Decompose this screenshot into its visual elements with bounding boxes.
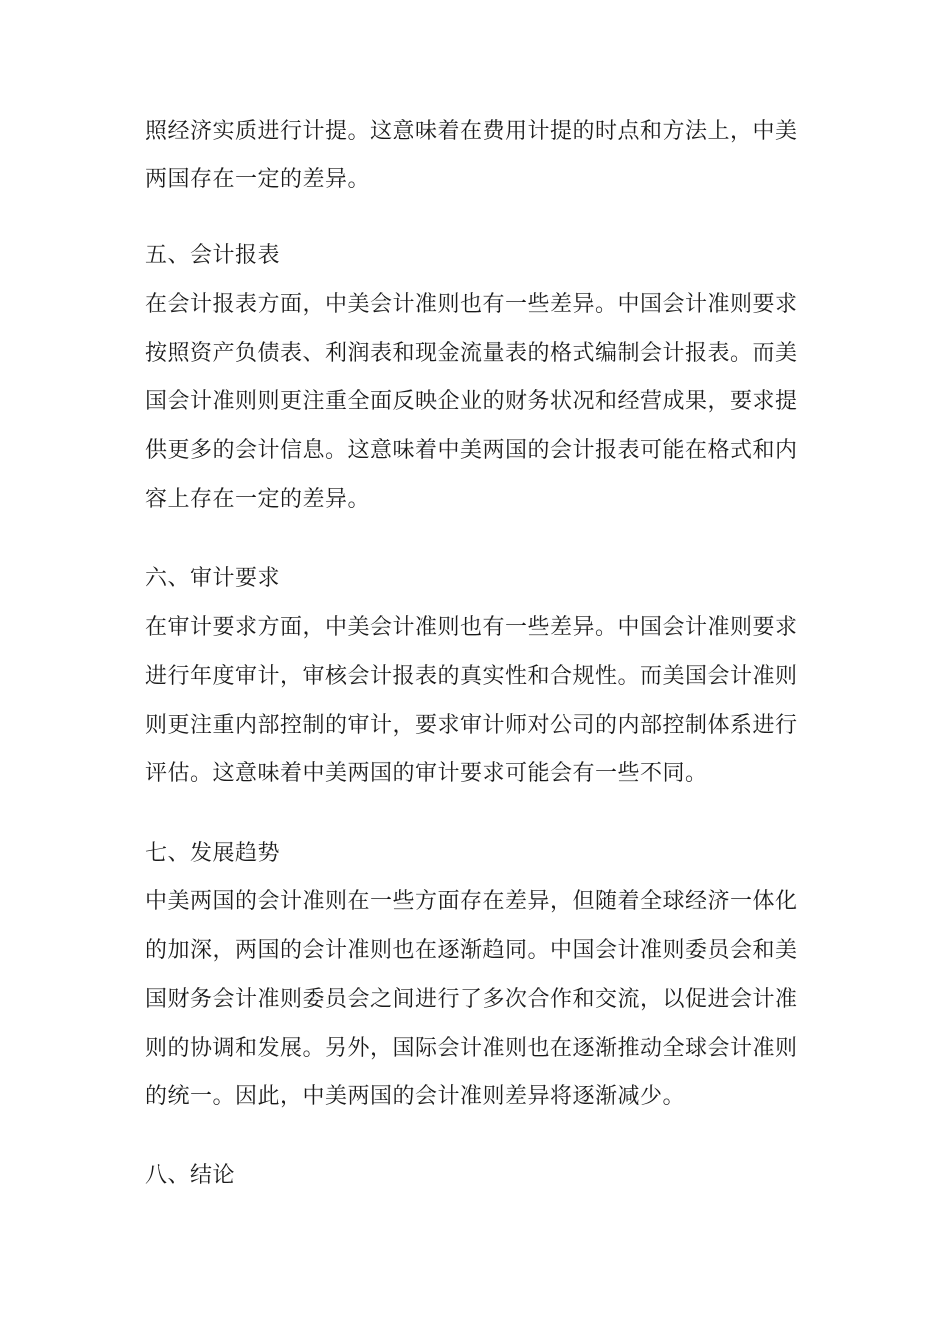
section-6-line-2: 进行年度审计，审核会计报表的真实性和合规性。而美国会计准则 — [145, 664, 798, 689]
section-heading-conclusion: 八、结论 — [145, 1163, 236, 1188]
section-5-line-2: 按照资产负债表、利润表和现金流量表的格式编制会计报表。而美 — [145, 341, 798, 366]
section-7-line-3: 国财务会计准则委员会之间进行了多次合作和交流，以促进会计准 — [145, 987, 798, 1012]
section-5-line-3: 国会计准则则更注重全面反映企业的财务状况和经营成果，要求提 — [145, 389, 798, 414]
section-7-line-4: 则的协调和发展。另外，国际会计准则也在逐渐推动全球会计准则 — [145, 1036, 798, 1061]
section-5-line-4: 供更多的会计信息。这意味着中美两国的会计报表可能在格式和内 — [145, 438, 798, 463]
section-heading-audit-requirements: 六、审计要求 — [145, 566, 281, 591]
section-7-line-1: 中美两国的会计准则在一些方面存在差异，但随着全球经济一体化 — [145, 889, 798, 914]
section-6-line-4: 评估。这意味着中美两国的审计要求可能会有一些不同。 — [145, 761, 708, 786]
section-heading-development-trends: 七、发展趋势 — [145, 841, 281, 866]
section-5-line-5: 容上存在一定的差异。 — [145, 487, 371, 512]
section-7-line-2: 的加深，两国的会计准则也在逐渐趋同。中国会计准则委员会和美 — [145, 938, 798, 963]
section-5-line-1: 在会计报表方面，中美会计准则也有一些差异。中国会计准则要求 — [145, 292, 798, 317]
section-heading-accounting-statements: 五、会计报表 — [145, 243, 281, 268]
intro-line-2: 两国存在一定的差异。 — [145, 167, 371, 192]
intro-line-1: 照经济实质进行计提。这意味着在费用计提的时点和方法上，中美 — [145, 119, 798, 144]
section-7-line-5: 的统一。因此，中美两国的会计准则差异将逐渐减少。 — [145, 1084, 686, 1109]
section-6-line-1: 在审计要求方面，中美会计准则也有一些差异。中国会计准则要求 — [145, 615, 798, 640]
section-6-line-3: 则更注重内部控制的审计，要求审计师对公司的内部控制体系进行 — [145, 713, 798, 738]
